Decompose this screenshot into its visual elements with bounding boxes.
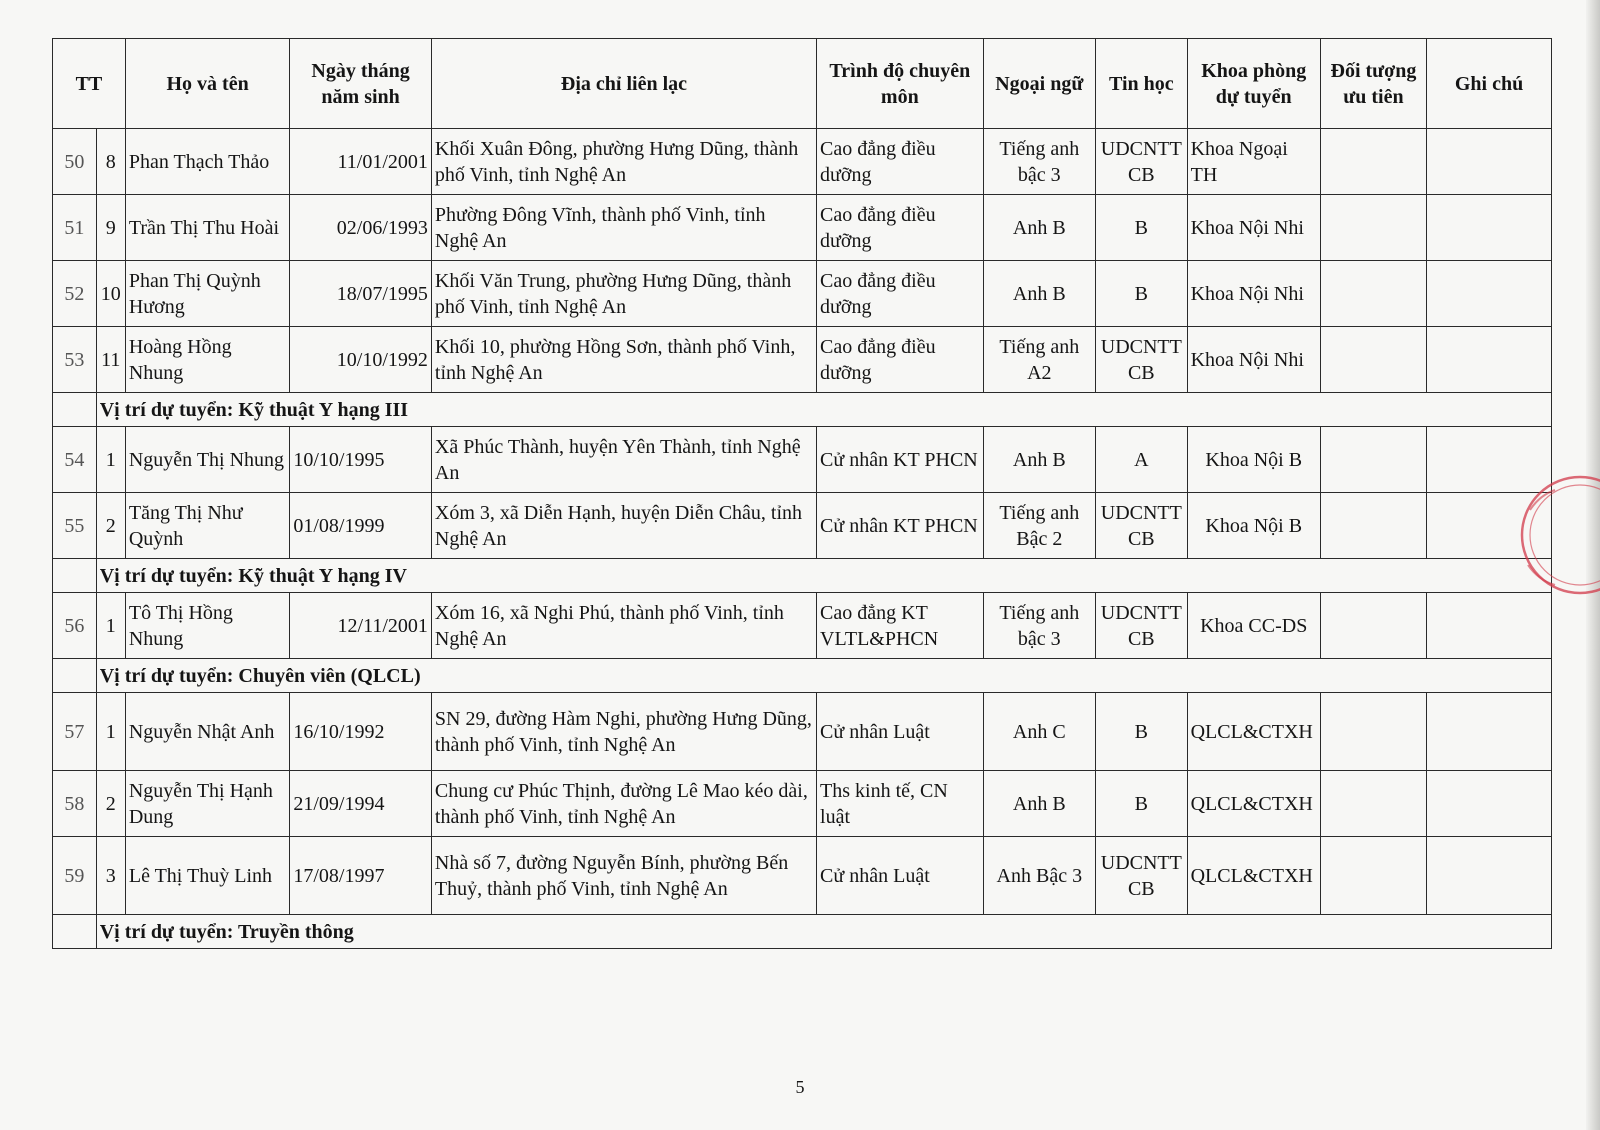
row-department: QLCL&CTXH [1187,837,1320,915]
table-header-row [53,39,1552,129]
row-department: Khoa CC-DS [1187,593,1320,659]
row-stt: 50 [53,129,97,195]
row-stt: 58 [53,771,97,837]
row-department: Khoa Nội Nhi [1187,195,1320,261]
row-language: Tiếng anh bậc 3 [983,129,1095,195]
row-language: Tiếng anh A2 [983,327,1095,393]
section-blank-cell [53,659,97,693]
row-priority [1320,493,1426,559]
row-address: Phường Đông Vĩnh, thành phố Vinh, tỉnh Nghệ An [431,195,816,261]
row-address: SN 29, đường Hàm Nghi, phường Hưng Dũng, thành phố Vinh, tỉnh Nghệ An [431,693,816,771]
row-address: Chung cư Phúc Thịnh, đường Lê Mao kéo dài, thành phố Vinh, tỉnh Nghệ An [431,771,816,837]
row-dob: 01/08/1999 [290,493,432,559]
row-tt: 9 [96,195,125,261]
row-it: B [1096,195,1188,261]
row-language: Tiếng anh Bậc 2 [983,493,1095,559]
row-language: Anh B [983,261,1095,327]
row-language: Anh B [983,771,1095,837]
row-note [1427,693,1552,771]
row-tt: 10 [96,261,125,327]
table-row [53,771,1552,837]
row-qualification: Cao đẳng điều dưỡng [817,129,984,195]
section-heading: Vị trí dự tuyển: Kỹ thuật Y hạng IV [96,559,1551,593]
row-note [1427,195,1552,261]
row-priority [1320,261,1426,327]
row-name: Phan Thạch Thảo [125,129,289,195]
row-tt: 3 [96,837,125,915]
row-name: Tô Thị Hồng Nhung [125,593,289,659]
section-blank-cell [53,915,97,949]
row-priority [1320,129,1426,195]
row-address: Xã Phúc Thành, huyện Yên Thành, tỉnh Nghệ An [431,427,816,493]
row-address: Xóm 16, xã Nghi Phú, thành phố Vinh, tỉnh Nghệ An [431,593,816,659]
row-name: Lê Thị Thuỳ Linh [125,837,289,915]
row-it: UDCNTT CB [1096,129,1188,195]
row-it: UDCNTT CB [1096,493,1188,559]
row-stt: 55 [53,493,97,559]
table-row [53,327,1552,393]
row-priority [1320,593,1426,659]
row-dob: 12/11/2001 [290,593,432,659]
row-department: QLCL&CTXH [1187,771,1320,837]
header-department: Khoa phòng dự tuyển [1187,39,1320,129]
row-department: Khoa Nội Nhi [1187,261,1320,327]
row-name: Hoàng Hồng Nhung [125,327,289,393]
row-priority [1320,693,1426,771]
row-name: Nguyễn Nhật Anh [125,693,289,771]
row-qualification: Cao đẳng điều dưỡng [817,327,984,393]
row-stt: 51 [53,195,97,261]
row-tt: 8 [96,129,125,195]
row-priority [1320,837,1426,915]
row-stt: 59 [53,837,97,915]
row-language: Anh Bậc 3 [983,837,1095,915]
row-note [1427,593,1552,659]
row-stt: 56 [53,593,97,659]
row-language: Tiếng anh bậc 3 [983,593,1095,659]
row-it: UDCNTT CB [1096,593,1188,659]
row-dob: 10/10/1992 [290,327,432,393]
row-qualification: Cử nhân Luật [817,837,984,915]
row-it: B [1096,771,1188,837]
section-heading: Vị trí dự tuyển: Kỹ thuật Y hạng III [96,393,1551,427]
section-row [53,659,1552,693]
row-name: Trần Thị Thu Hoài [125,195,289,261]
header-qualification: Trình độ chuyên môn [817,39,984,129]
row-note [1427,261,1552,327]
row-stt: 54 [53,427,97,493]
header-priority: Đối tượng ưu tiên [1320,39,1426,129]
table-row [53,493,1552,559]
row-language: Anh C [983,693,1095,771]
row-priority [1320,427,1426,493]
row-department: Khoa Nội B [1187,427,1320,493]
row-qualification: Cao đẳng KT VLTL&PHCN [817,593,984,659]
row-qualification: Ths kinh tế, CN luật [817,771,984,837]
row-address: Xóm 3, xã Diễn Hạnh, huyện Diễn Châu, tỉnh Nghệ An [431,493,816,559]
section-blank-cell [53,559,97,593]
row-qualification: Cử nhân KT PHCN [817,493,984,559]
row-dob: 17/08/1997 [290,837,432,915]
candidate-table [52,38,1552,949]
section-heading: Vị trí dự tuyển: Truyền thông [96,915,1551,949]
section-row [53,559,1552,593]
row-dob: 21/09/1994 [290,771,432,837]
section-heading: Vị trí dự tuyển: Chuyên viên (QLCL) [96,659,1551,693]
section-row [53,915,1552,949]
row-address: Nhà số 7, đường Nguyễn Bính, phường Bến Thuỷ, thành phố Vinh, tỉnh Nghệ An [431,837,816,915]
table-row [53,261,1552,327]
header-name: Họ và tên [125,39,289,129]
row-tt: 11 [96,327,125,393]
row-tt: 2 [96,771,125,837]
row-address: Khối Văn Trung, phường Hưng Dũng, thành phố Vinh, tỉnh Nghệ An [431,261,816,327]
row-tt: 1 [96,693,125,771]
row-tt: 1 [96,593,125,659]
header-dob: Ngày tháng năm sinh [290,39,432,129]
row-dob: 10/10/1995 [290,427,432,493]
table-row [53,427,1552,493]
row-department: Khoa Nội Nhi [1187,327,1320,393]
row-it: B [1096,693,1188,771]
table-row [53,195,1552,261]
row-address: Khối 10, phường Hồng Sơn, thành phố Vinh, tỉnh Nghệ An [431,327,816,393]
row-department: Khoa Nội B [1187,493,1320,559]
row-language: Anh B [983,427,1095,493]
row-address: Khối Xuân Đông, phường Hưng Dũng, thành phố Vinh, tỉnh Nghệ An [431,129,816,195]
row-tt: 1 [96,427,125,493]
row-it: B [1096,261,1188,327]
row-department: QLCL&CTXH [1187,693,1320,771]
row-dob: 11/01/2001 [290,129,432,195]
row-it: A [1096,427,1188,493]
row-name: Tăng Thị Như Quỳnh [125,493,289,559]
row-note [1427,837,1552,915]
red-stamp-icon [1500,470,1600,600]
table-row [53,129,1552,195]
row-it: UDCNTT CB [1096,837,1188,915]
row-priority [1320,771,1426,837]
row-dob: 16/10/1992 [290,693,432,771]
table-row [53,593,1552,659]
section-blank-cell [53,393,97,427]
row-note [1427,771,1552,837]
row-qualification: Cao đẳng điều dưỡng [817,195,984,261]
row-stt: 52 [53,261,97,327]
page-number: 5 [795,1077,805,1097]
row-note [1427,327,1552,393]
table-row [53,837,1552,915]
row-tt: 2 [96,493,125,559]
row-name: Nguyễn Thị Nhung [125,427,289,493]
row-stt: 57 [53,693,97,771]
row-name: Phan Thị Quỳnh Hương [125,261,289,327]
row-note [1427,129,1552,195]
row-qualification: Cử nhân Luật [817,693,984,771]
section-row [53,393,1552,427]
row-qualification: Cử nhân KT PHCN [817,427,984,493]
header-tt: TT [53,39,126,129]
row-dob: 02/06/1993 [290,195,432,261]
table-row [53,693,1552,771]
row-language: Anh B [983,195,1095,261]
row-it: UDCNTT CB [1096,327,1188,393]
row-priority [1320,195,1426,261]
row-name: Nguyễn Thị Hạnh Dung [125,771,289,837]
row-priority [1320,327,1426,393]
row-stt: 53 [53,327,97,393]
header-note: Ghi chú [1427,39,1552,129]
row-department: Khoa Ngoại TH [1187,129,1320,195]
header-language: Ngoại ngữ [983,39,1095,129]
row-qualification: Cao đẳng điều dưỡng [817,261,984,327]
header-address: Địa chỉ liên lạc [431,39,816,129]
row-dob: 18/07/1995 [290,261,432,327]
header-it: Tin học [1096,39,1188,129]
